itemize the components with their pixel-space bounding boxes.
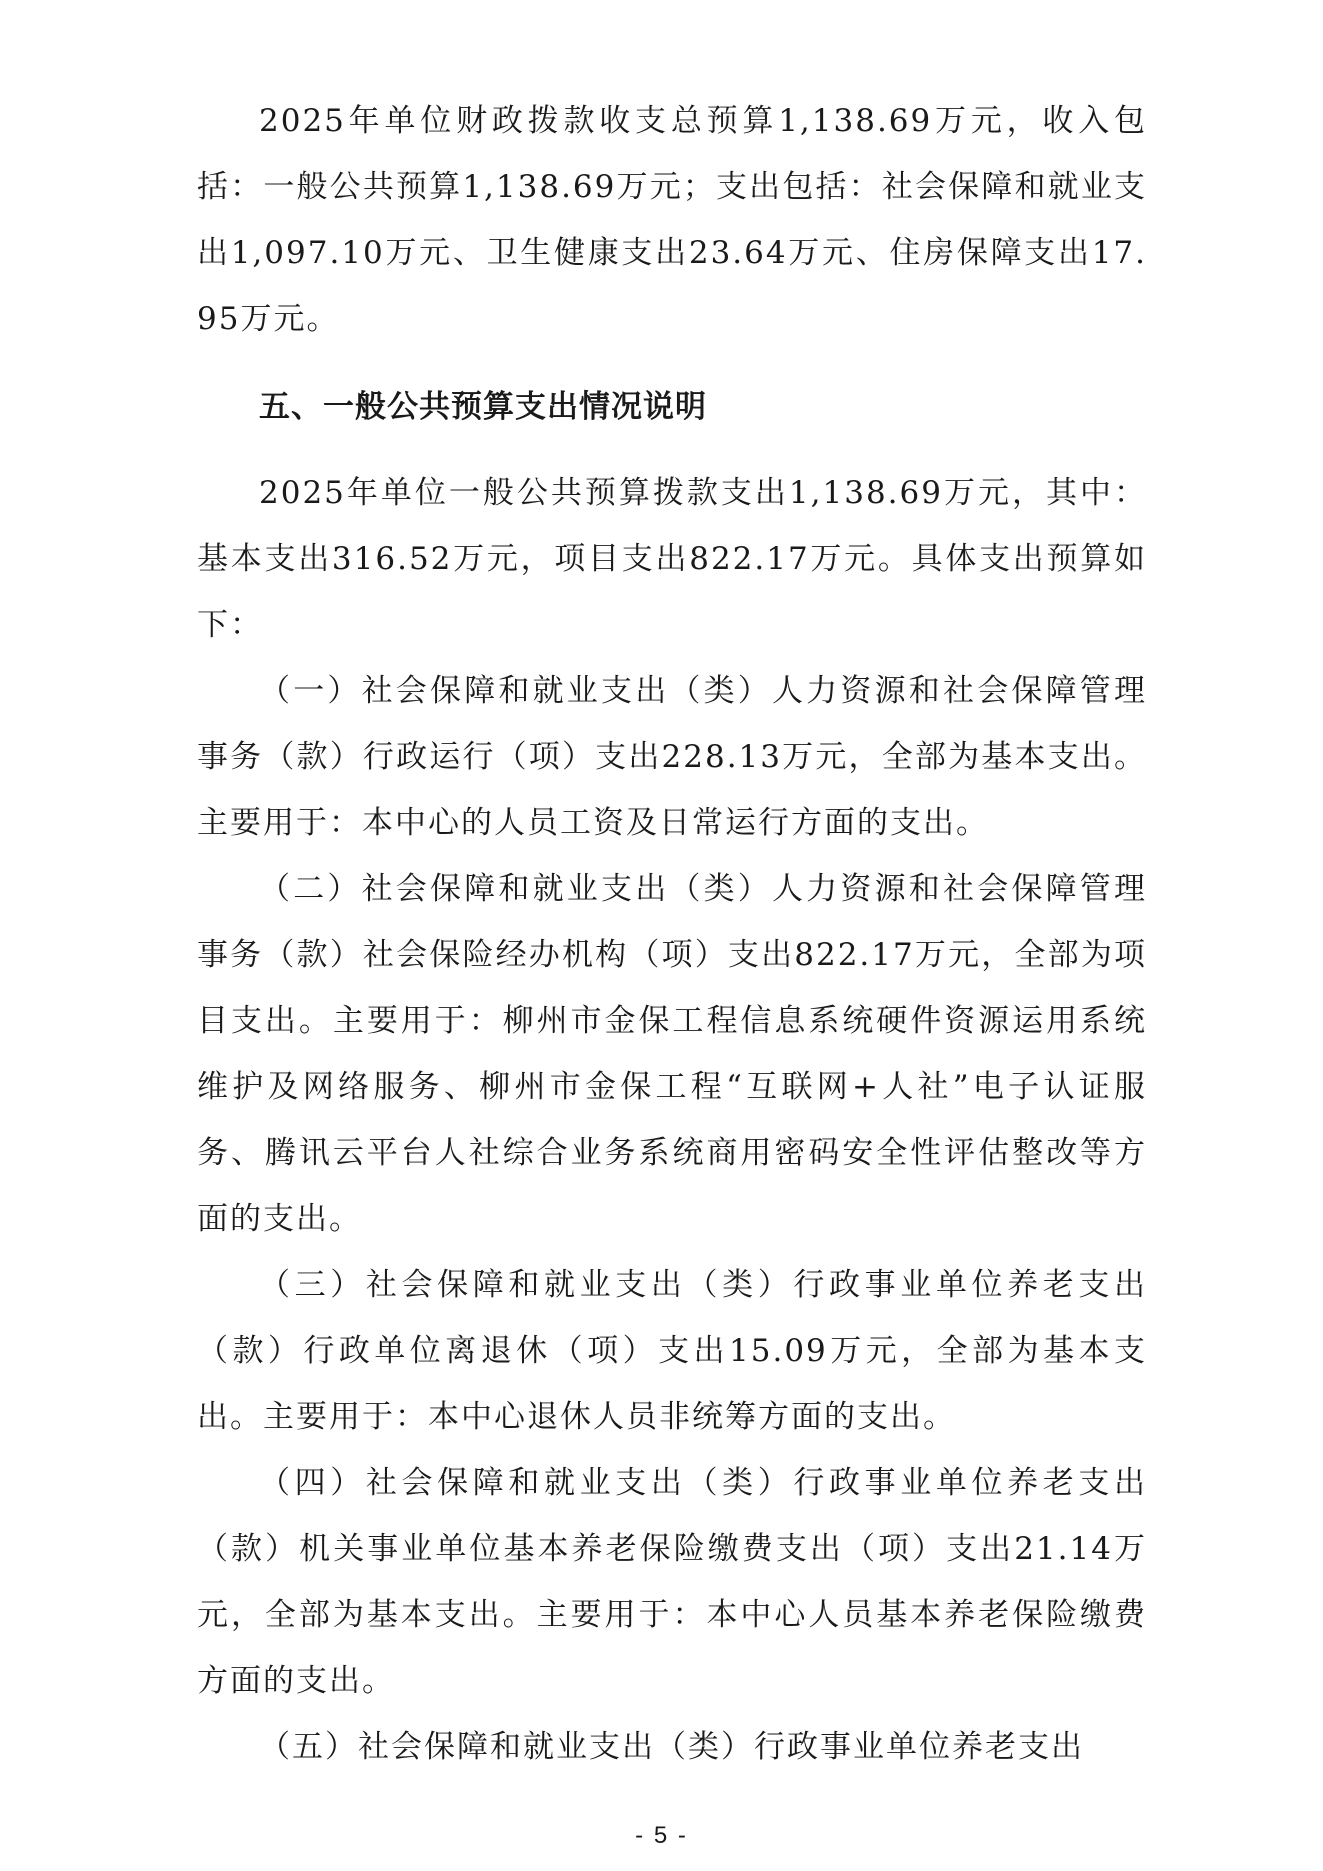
paragraph-item-3: （三）社会保障和就业支出（类）行政事业单位养老支出（款）行政单位离退休（项）支出15.09万元，全部为基本支出。主要用于：本中心退休人员非统筹方面的支出。 (197, 1267, 1147, 1435)
paragraph-expenditure-overview: 2025年单位一般公共预算拨款支出1,138.69万元，其中：基本支出316.52万元，项目支出822.17万元。具体支出预算如下： (197, 475, 1147, 643)
paragraph-item-4: （四）社会保障和就业支出（类）行政事业单位养老支出（款）机关事业单位基本养老保险缴费支出（项）支出21.14万元，全部为基本支出。主要用于：本中心人员基本养老保险缴费方面的支出。 (197, 1465, 1147, 1699)
page-number: - 5 - (635, 1822, 688, 1849)
page-content (197, 88, 1147, 1780)
paragraph-budget-summary: 2025年单位财政拨款收支总预算1,138.69万元，收入包括：一般公共预算1,138.69万元；支出包括：社会保障和就业支出1,097.10万元、卫生健康支出23.64万元、住房保障支出17.95万元。 (197, 103, 1148, 337)
paragraph-item-2: （二）社会保障和就业支出（类）人力资源和社会保障管理事务（款）社会保险经办机构（项）支出822.17万元，全部为项目支出。主要用于：柳州市金保工程信息系统硬件资源运用系统维护及网络服务、柳州市金保工程“互联网+人社”电子认证服务、腾讯云平台人社综合业务系统商用密码安全性评估整改等方面的支出。 (197, 871, 1147, 1237)
section-heading: 五、一般公共预算支出情况说明 (259, 389, 707, 425)
paragraph-item-5: （五）社会保障和就业支出（类）行政事业单位养老支出 (259, 1729, 1084, 1765)
paragraph-item-1: （一）社会保障和就业支出（类）人力资源和社会保障管理事务（款）行政运行（项）支出228.13万元，全部为基本支出。主要用于：本中心的人员工资及日常运行方面的支出。 (197, 673, 1147, 841)
